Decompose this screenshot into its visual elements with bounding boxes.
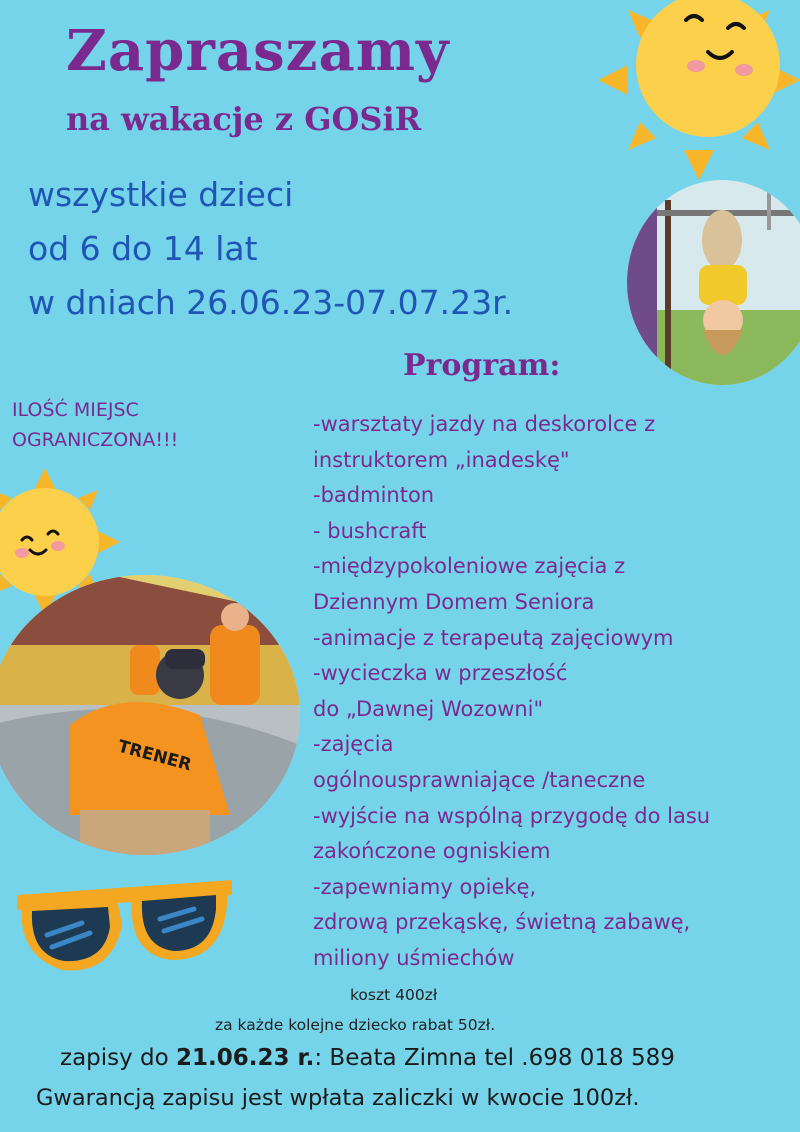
- program-line: ogólnousprawniające /taneczne: [313, 767, 646, 792]
- signup-date: 21.06.23 r.: [176, 1045, 315, 1071]
- guarantee-text: Gwarancją zapisu jest wpłata zaliczki w kwocie 100zł.: [36, 1085, 640, 1111]
- program-line: -wyjście na wspólną przygodę do lasu: [313, 803, 711, 828]
- program-line: -animacje z terapeutą zajęciowym: [313, 625, 674, 650]
- program-line: Dziennym Domem Seniora: [313, 589, 595, 614]
- program-line: -badminton: [313, 483, 435, 508]
- sun-icon: [598, 0, 800, 180]
- info-line: w dniach 26.06.23-07.07.23r.: [28, 283, 514, 322]
- program-line: -zapewniamy opiekę,: [313, 874, 537, 899]
- signup-contact: : Beata Zimna tel .698 018 589: [314, 1045, 675, 1071]
- limited-places-notice: [12, 395, 178, 455]
- program-line: -warsztaty jazdy na deskorolce z: [313, 412, 656, 436]
- sunglasses-icon: [12, 875, 237, 980]
- page-title: Zapraszamy: [66, 18, 450, 84]
- page-subtitle: na wakacje z GOSiR: [66, 100, 422, 138]
- info-line: od 6 do 14 lat: [28, 229, 258, 268]
- info-line: wszystkie dzieci: [28, 175, 294, 214]
- signup-info: [60, 1045, 675, 1071]
- skatepark-photo: [0, 575, 300, 855]
- shirt-label: TRENER: [115, 736, 194, 776]
- program-line: - bushcraft: [313, 518, 427, 543]
- program-heading: Program:: [403, 348, 561, 383]
- program-line: zakończone ogniskiem: [313, 839, 551, 864]
- program-line: -wycieczka w przeszłość: [313, 661, 568, 686]
- cost-text: koszt 400zł: [350, 986, 438, 1004]
- discount-text: za każde kolejne dziecko rabat 50zł.: [215, 1016, 496, 1034]
- limited-line: ILOŚĆ MIEJSC: [12, 399, 139, 421]
- signup-prefix: zapisy do: [60, 1045, 177, 1071]
- program-line: instruktorem „inadeskę": [313, 447, 570, 472]
- program-list: [313, 407, 783, 977]
- program-line: miliony uśmiechów: [313, 945, 515, 970]
- program-line: do „Dawnej Wozowni": [313, 696, 544, 721]
- program-line: zdrową przekąskę, świetną zabawę,: [313, 910, 691, 935]
- program-line: -międzypokoleniowe zajęcia z: [313, 554, 626, 579]
- playground-photo: [627, 180, 800, 385]
- limited-line: OGRANICZONA!!!: [12, 429, 179, 451]
- program-line: -zajęcia: [313, 732, 394, 757]
